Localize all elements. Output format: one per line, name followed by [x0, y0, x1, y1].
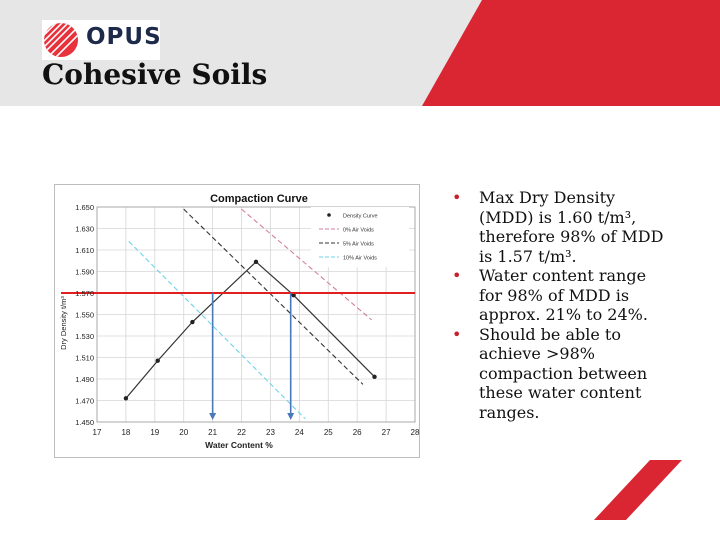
y-tick-label: 1.630: [75, 224, 94, 234]
legend-label: 5% Air Voids: [343, 241, 374, 248]
x-tick-label: 21: [208, 428, 218, 437]
x-axis-label: Water Content %: [205, 440, 273, 450]
x-tick-label: 22: [237, 428, 246, 437]
slide-title: Cohesive Soils: [42, 58, 268, 91]
y-tick-label: 1.650: [75, 203, 94, 212]
bullet-text: Should be able to achieve >98% compaction between these water content ranges.: [479, 324, 648, 422]
legend-label: 0% Air Voids: [343, 227, 374, 234]
bullet-dot: •: [452, 266, 462, 285]
x-tick-label: 20: [179, 428, 189, 437]
x-tick-label: 19: [150, 428, 160, 437]
logo-text: OPUS: [86, 24, 162, 50]
y-tick-label: 1.470: [75, 396, 94, 406]
y-tick-label: 1.530: [75, 332, 94, 341]
y-tick-label: 1.590: [75, 267, 94, 277]
bullet-text: Water content range for 98% of MDD is approx. 21% to 24%.: [479, 266, 648, 324]
y-tick-label: 1.510: [75, 353, 94, 363]
y-axis-label: Dry Density t/m³: [59, 296, 68, 350]
chart-title: Compaction Curve: [210, 193, 308, 205]
legend-label: Density Curve: [343, 213, 378, 220]
y-tick-label: 1.570: [75, 289, 94, 298]
x-tick-label: 25: [323, 428, 333, 437]
x-tick-label: 27: [381, 428, 391, 437]
y-tick-label: 1.490: [75, 375, 94, 384]
bullet-text: Max Dry Density (MDD) is 1.60 t/m³, therefore 98% of MDD is 1.57 t/m³.: [479, 188, 664, 266]
x-tick-label: 26: [352, 428, 362, 437]
bullet-dot: •: [452, 324, 462, 344]
x-tick-label: 24: [294, 428, 304, 437]
x-tick-label: 18: [121, 428, 131, 437]
x-tick-label: 17: [92, 428, 102, 437]
x-tick-label: 23: [266, 428, 275, 437]
y-tick-label: 1.550: [75, 310, 94, 320]
legend-label: 10% Air Voids: [343, 255, 377, 262]
red-slash-shape: [594, 460, 682, 520]
y-tick-label: 1.610: [75, 246, 94, 255]
x-tick-label: 28: [410, 428, 419, 437]
y-tick-label: 1.450: [75, 418, 94, 427]
bullet-dot: •: [452, 188, 462, 207]
